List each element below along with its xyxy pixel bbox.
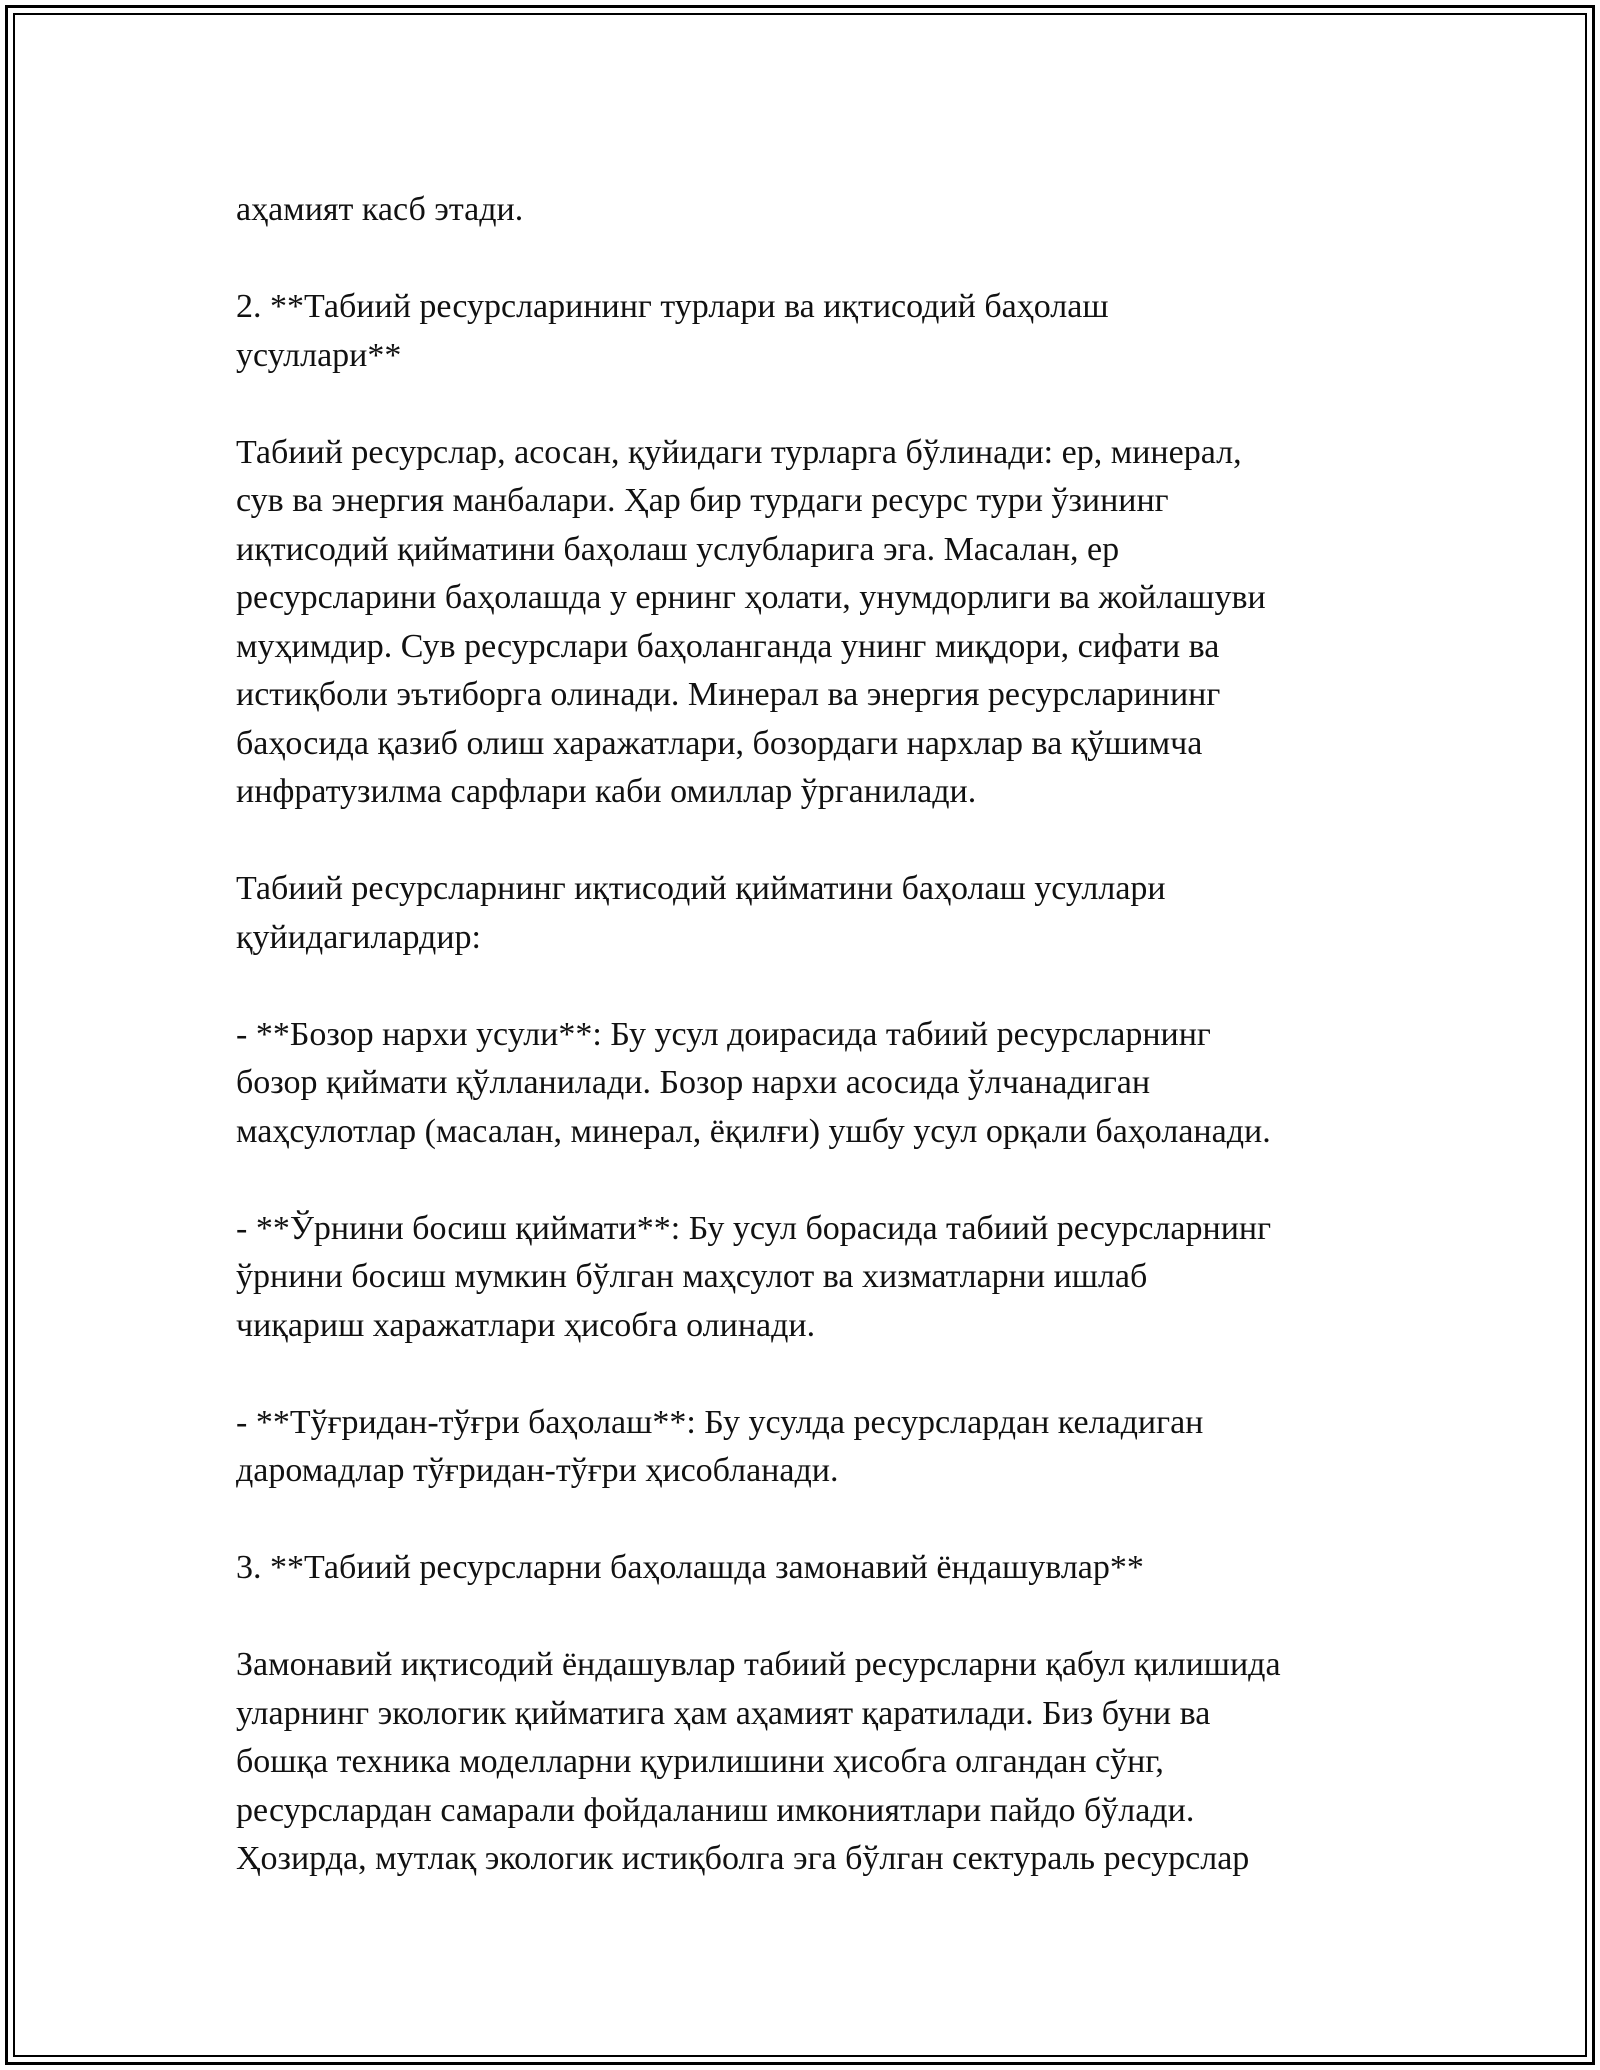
document-body [236,186,1396,1884]
paragraph-methods-intro: Табиий ресурсларнинг иқтисодий қийматини баҳолаш усуллари қуйидагилардир: [236,870,1166,956]
list-item-market-price: - **Бозор нархи усули**: Бу усул доирасида табиий ресурсларнинг бозор қиймати қўлланилади. Бозор нархи асосида ўлчанадиган маҳсулотлар (масалан, минерал, ёқилғи) ушбу усул орқали баҳоланади. [236,1015,1271,1150]
section-heading-3: 3. **Табиий ресурсларни баҳолашда замонавий ёндашувлар** [236,1549,1144,1586]
paragraph-resource-types: Табиий ресурслар, асосан, қуйидаги турларга бўлинади: ер, минерал, сув ва энергия манбалари. Ҳар бир турдаги ресурс тури ўзининг иқтисодий қийматини баҳолаш услубларига эга. Масалан, ер ресурсларини баҳолашда у ернинг ҳолати, унумдорлиги ва жойлашуви муҳимдир. Сув ресурслари баҳоланганда унинг миқдори, сифати ва истиқболи эътиборга олинади. Минерал ва энергия ресурсларининг баҳосида қазиб олиш харажатлари, бозордаги нархлар ва қўшимча инфратузилма сарфлари каби омиллар ўрганилади. [236,433,1266,810]
section-heading-2: 2. **Табиий ресурсларининг турлари ва иқтисодий баҳолаш усуллари** [236,288,1109,374]
paragraph-continuation: аҳамият касб этади. [236,191,524,228]
list-item-direct-valuation: - **Тўғридан-тўғри баҳолаш**: Бу усулда ресурслардан келадиган даромадлар тўғридан-тўғри ҳисобланади. [236,1403,1204,1489]
paragraph-modern-approaches: Замонавий иқтисодий ёндашувлар табиий ресурсларни қабул қилишида уларнинг экологик қийматига ҳам аҳамият қаратилади. Биз буни ва бошқа техника моделларни қурилишини ҳисобга олгандан сўнг, ресурслардан самарали фойдаланиш имкониятлари пайдо бўлади. Ҳозирда, мутлақ экологик истиқболга эга бўлган сектураль ресурслар [236,1646,1281,1877]
list-item-replacement-cost: - **Ўрнини босиш қиймати**: Бу усул борасида табиий ресурсларнинг ўрнини босиш мумкин бўлган маҳсулот ва хизматларни ишлаб чиқариш харажатлари ҳисобга олинади. [236,1209,1272,1344]
